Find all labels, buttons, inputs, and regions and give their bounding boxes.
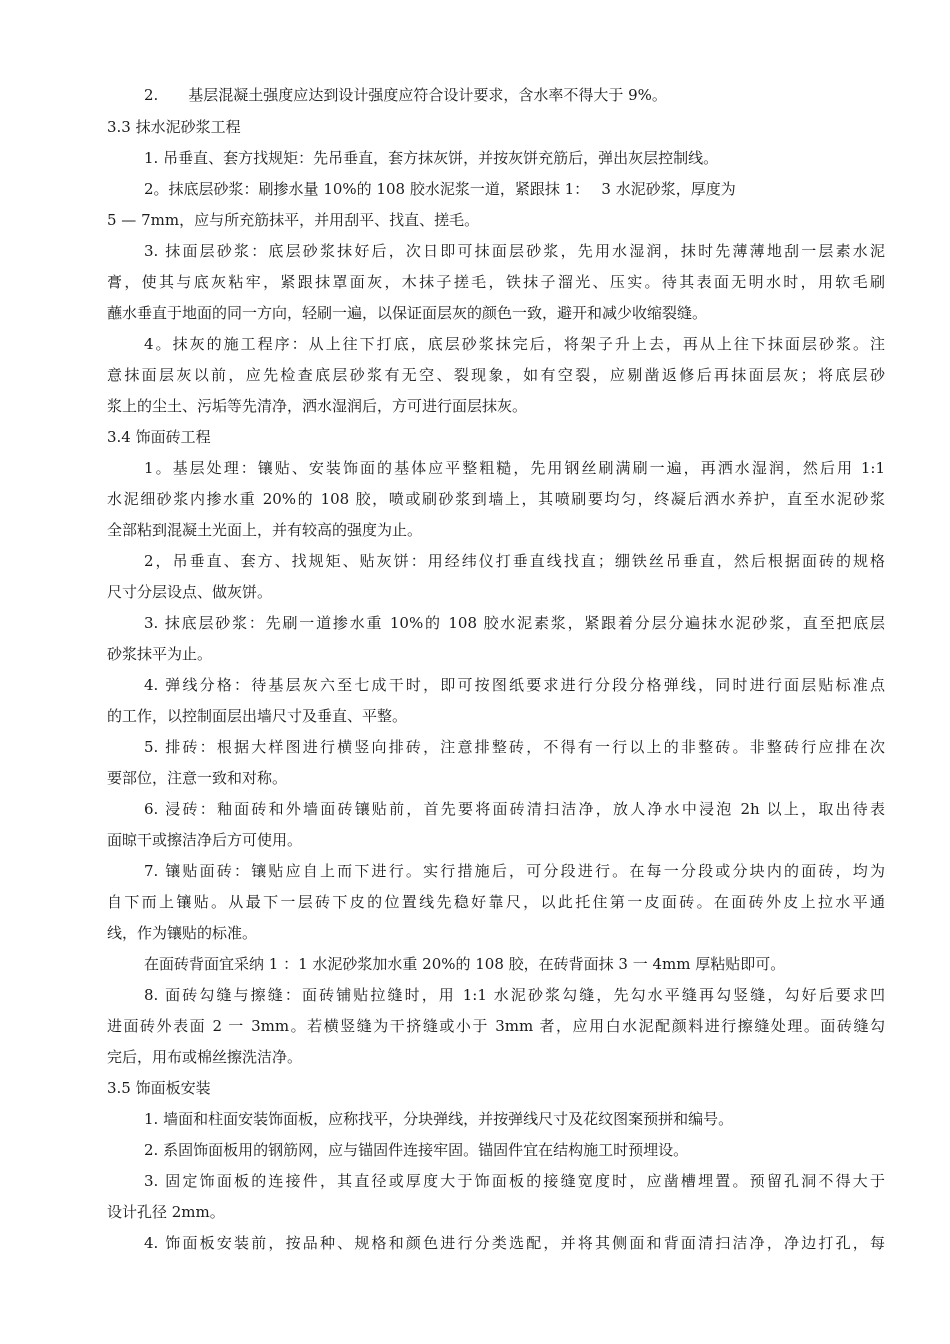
paragraph-line: 4. 饰面板安装前，按品种、规格和颜色进行分类选配，并将其侧面和背面清扫洁净，净边打孔，每 bbox=[144, 1234, 885, 1252]
paragraph-line: 完后，用布或棉丝擦洗洁净。 bbox=[107, 1048, 303, 1066]
paragraph-line: 5 — 7mm，应与所充筋抹平，并用刮平、找直、搓毛。 bbox=[107, 211, 480, 229]
paragraph-line: 3. 抹底层砂浆：先刷一道掺水重 10%的 108 胶水泥素浆，紧跟着分层分遍抹水泥砂浆，直至把底层 bbox=[144, 614, 885, 632]
paragraph-line: 2，吊垂直、套方、找规矩、贴灰饼：用经纬仪打垂直线找直；绷铁丝吊垂直，然后根据面砖的规格 bbox=[144, 552, 885, 570]
paragraph-line: 线，作为镶贴的标准。 bbox=[107, 924, 258, 942]
paragraph-line: 砂浆抹平为止。 bbox=[107, 645, 213, 663]
paragraph-line: 在面砖背面宜采纳 1 ：1 水泥砂浆加水重 20%的 108 胶，在砖背面抹 3 一 4mm 厚粘贴即可。 bbox=[144, 955, 786, 973]
paragraph-line: 的工作，以控制面层出墙尺寸及垂直、平整。 bbox=[107, 707, 408, 725]
paragraph-line: 5. 排砖：根据大样图进行横竖向排砖，注意排整砖，不得有一行以上的非整砖。非整砖行应排在次 bbox=[144, 738, 885, 756]
paragraph-line: 浆上的尘土、污垢等先清净，洒水湿润后，方可进行面层抹灰。 bbox=[107, 397, 528, 415]
item-2-concrete-strength: 2. 基层混凝土强度应达到设计强度应符合设计要求，含水率不得大于 9%。 bbox=[144, 86, 667, 104]
paragraph-line: 3. 固定饰面板的连接件，其直径或厚度大于饰面板的接缝宽度时，应凿槽埋置。预留孔洞不得大于 bbox=[144, 1172, 885, 1190]
paragraph-line: 意抹面层灰以前，应先检查底层砂浆有无空、裂现象，如有空裂，应剔凿返修后再抹面层灰；将底层砂 bbox=[107, 366, 885, 384]
paragraph-line: 水泥细砂浆内掺水重 20%的 108 胶，喷或刷砂浆到墙上，其喷刷要均匀，终凝后洒水养护，直至水泥砂浆 bbox=[107, 490, 885, 508]
paragraph-line: 2。抹底层砂浆：刷掺水量 10%的 108 胶水泥浆一道，紧跟抹 1： 3 水泥砂浆，厚度为 bbox=[144, 180, 736, 198]
paragraph-line: 1。基层处理：镶贴、安装饰面的基体应平整粗糙，先用钢丝刷满刷一遍，再洒水湿润，然后用 1:1 bbox=[144, 459, 885, 477]
paragraph-line: 自下而上镶贴。从最下一层砖下皮的位置线先稳好靠尺，以此托住第一皮面砖。在面砖外皮上拉水平通 bbox=[107, 893, 885, 911]
paragraph-line: 2. 系固饰面板用的钢筋网，应与锚固件连接牢固。锚固件宜在结构施工时预埋设。 bbox=[144, 1141, 689, 1159]
paragraph-line: 3. 抹面层砂浆：底层砂浆抹好后，次日即可抹面层砂浆，先用水湿润，抹时先薄薄地刮一层素水泥 bbox=[144, 242, 885, 260]
paragraph-line: 8. 面砖勾缝与擦缝：面砖铺贴拉缝时，用 1:1 水泥砂浆勾缝，先勾水平缝再勾竖缝，勾好后要求凹 bbox=[144, 986, 885, 1004]
section-3-5-heading: 3.5 饰面板安装 bbox=[107, 1079, 211, 1097]
paragraph-line: 进面砖外表面 2 一 3mm。若横竖缝为干挤缝或小于 3mm 者，应用白水泥配颜料进行擦缝处理。面砖缝勾 bbox=[107, 1017, 885, 1035]
paragraph-line: 设计孔径 2mm。 bbox=[107, 1203, 225, 1221]
paragraph-line: 4。抹灰的施工程序：从上往下打底，底层砂浆抹完后，将架子升上去，再从上往下抹面层砂浆。注 bbox=[144, 335, 885, 353]
paragraph-line: 膏，使其与底灰粘牢，紧跟抹罩面灰，木抹子搓毛，铁抹子溜光、压实。待其表面无明水时，用软毛刷 bbox=[107, 273, 885, 291]
paragraph-line: 7. 镶贴面砖：镶贴应自上而下进行。实行措施后，可分段进行。在每一分段或分块内的面砖，均为 bbox=[144, 862, 885, 880]
paragraph-line: 1. 墙面和柱面安装饰面板，应称找平，分块弹线，并按弹线尺寸及花纹图案预拼和编号。 bbox=[144, 1110, 734, 1128]
paragraph-line: 蘸水垂直于地面的同一方向，轻刷一遍，以保证面层灰的颜色一致，避开和减少收缩裂缝。 bbox=[107, 304, 708, 322]
paragraph-line: 1. 吊垂直、套方找规矩：先吊垂直，套方抹灰饼，并按灰饼充筋后，弹出灰层控制线。 bbox=[144, 149, 719, 167]
section-3-4-heading: 3.4 饰面砖工程 bbox=[107, 428, 211, 446]
paragraph-line: 面晾干或擦洁净后方可使用。 bbox=[107, 831, 303, 849]
paragraph-line: 4. 弹线分格：待基层灰六至七成干时，即可按图纸要求进行分段分格弹线，同时进行面层贴标准点 bbox=[144, 676, 885, 694]
paragraph-line: 尺寸分层设点、做灰饼。 bbox=[107, 583, 273, 601]
paragraph-line: 要部位，注意一致和对称。 bbox=[107, 769, 288, 787]
paragraph-line: 全部粘到混凝土光面上，并有较高的强度为止。 bbox=[107, 521, 423, 539]
section-3-3-heading: 3.3 抹水泥砂浆工程 bbox=[107, 118, 241, 136]
paragraph-line: 6. 浸砖：釉面砖和外墙面砖镶贴前，首先要将面砖清扫洁净，放人净水中浸泡 2h 以上，取出待表 bbox=[144, 800, 885, 818]
